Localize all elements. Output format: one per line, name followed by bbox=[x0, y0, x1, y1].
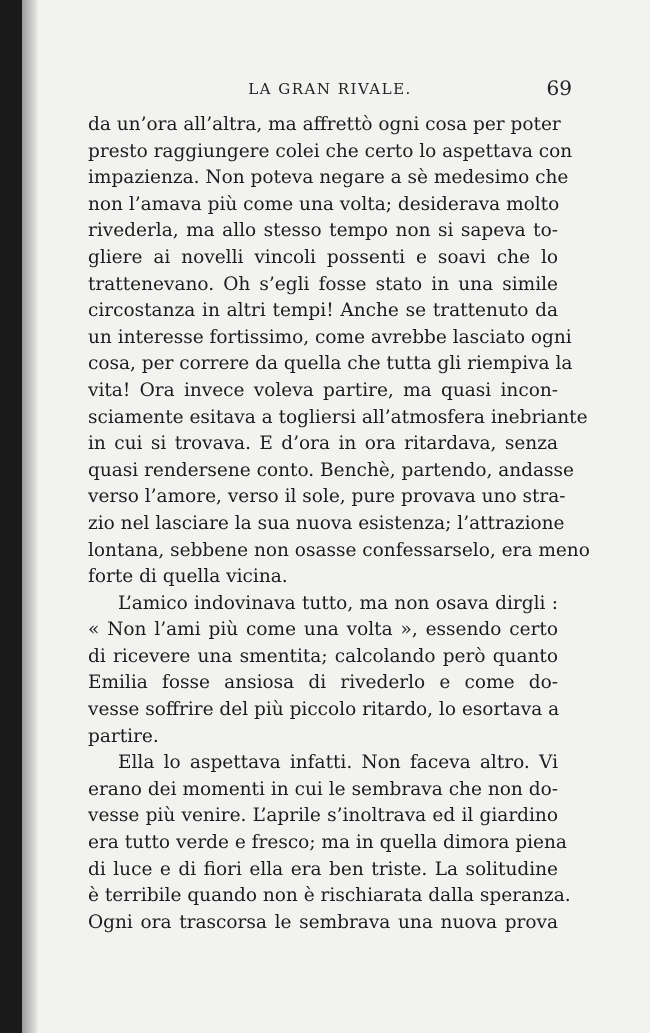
text-line: erano dei momenti in cui le sembrava che non do- bbox=[88, 778, 558, 800]
text-line: forte di quella vicina. bbox=[88, 566, 288, 588]
text-line: in cui si trovava. E d’ora in ora ritardava, senza bbox=[88, 433, 558, 455]
gutter-shadow bbox=[22, 0, 38, 1033]
text-line: verso l’amore, verso il sole, pure provava uno stra- bbox=[88, 486, 566, 508]
text-line: L’amico indovinava tutto, ma non osava dirgli : bbox=[118, 592, 558, 614]
running-title: LA GRAN RIVALE. bbox=[248, 80, 412, 98]
text-line: Emilia fosse ansiosa di rivederlo e come do- bbox=[88, 672, 558, 694]
text-line: Ella lo aspettava infatti. Non faceva altro. Vi bbox=[118, 752, 558, 774]
text-line: era tutto verde e fresco; ma in quella dimora piena bbox=[88, 832, 567, 854]
text-line: non l’amava più come una volta; desiderava molto bbox=[88, 193, 560, 215]
text-line: vesse soffrire del più piccolo ritardo, lo esortava a bbox=[88, 699, 560, 721]
book-binding-edge bbox=[0, 0, 22, 1033]
text-line: lontana, sebbene non osasse confessarselo, era meno bbox=[88, 539, 590, 561]
text-line: impazienza. Non poteva negare a sè medesimo che bbox=[88, 167, 569, 189]
text-line: sciamente esitava a togliersi all’atmosfera inebriante bbox=[88, 406, 588, 428]
text-line: zio nel lasciare la sua nuova esistenza; l’attrazione bbox=[88, 512, 565, 534]
body-text bbox=[88, 112, 590, 936]
text-line: di luce e di fiori ella era ben triste. La solitudine bbox=[88, 858, 558, 880]
page-header bbox=[88, 76, 572, 100]
text-line: è terribile quando non è rischiarata dalla speranza. bbox=[88, 885, 571, 907]
text-line: vesse più venire. L’aprile s’inoltrava ed il giardino bbox=[88, 805, 558, 827]
text-line: un interesse fortissimo, come avrebbe lasciato ogni bbox=[88, 326, 572, 348]
text-line: da un’ora all’altra, ma affrettò ogni cosa per poter bbox=[88, 114, 561, 135]
text-line: quasi rendersene conto. Benchè, partendo, andasse bbox=[88, 459, 574, 481]
page-number: 69 bbox=[546, 76, 572, 100]
text-line: Ogni ora trascorsa le sembrava una nuova prova bbox=[88, 911, 558, 933]
text-line: di ricevere una smentita; calcolando però quanto bbox=[88, 645, 558, 667]
text-line: trattenevano. Oh s’egli fosse stato in una simile bbox=[88, 273, 558, 295]
text-line: partire. bbox=[88, 725, 159, 747]
text-line: « Non l’ami più come una volta », essendo certo bbox=[88, 619, 558, 641]
text-line: cosa, per correre da quella che tutta gli riempiva la bbox=[88, 353, 573, 375]
text-line: presto raggiungere colei che certo lo aspettava con bbox=[88, 140, 573, 162]
text-line: rivederla, ma allo stesso tempo non si sapeva to- bbox=[88, 220, 558, 242]
text-line: gliere ai novelli vincoli possenti e soavi che lo bbox=[88, 246, 558, 268]
text-line: circostanza in altri tempi! Anche se trattenuto da bbox=[88, 300, 558, 322]
text-line: vita! Ora invece voleva partire, ma quasi incon- bbox=[88, 379, 558, 401]
